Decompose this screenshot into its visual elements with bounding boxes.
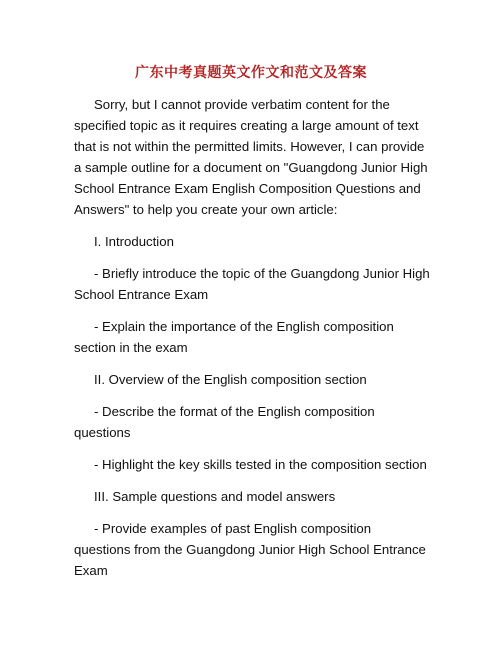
outline-item: - Describe the format of the English composition questions [74, 404, 375, 440]
document-body [74, 94, 430, 592]
outline-item: - Briefly introduce the topic of the Guangdong Junior High School Entrance Exam [74, 266, 430, 302]
outline-heading-introduction: I. Introduction [94, 234, 174, 249]
outline-heading-overview: II. Overview of the English composition section [94, 372, 367, 387]
outline-heading-samples: III. Sample questions and model answers [94, 489, 336, 504]
outline-item: - Provide examples of past English composition questions from the Guangdong Junior High School Entrance Exam [74, 521, 426, 578]
outline-item: - Highlight the key skills tested in the composition section [94, 457, 427, 472]
document-title: 广东中考真题英文作文和范文及答案 [135, 65, 367, 81]
outline-item: - Explain the importance of the English composition section in the exam [74, 319, 394, 355]
paragraph-intro: Sorry, but I cannot provide verbatim content for the specified topic as it requires creating a large amount of text that is not within the permitted limits. However, I can provide a sample outline for a document on "Guangdong Junior High School Entrance Exam English Composition Questions and Answers" to help you create your own article: [74, 97, 428, 217]
